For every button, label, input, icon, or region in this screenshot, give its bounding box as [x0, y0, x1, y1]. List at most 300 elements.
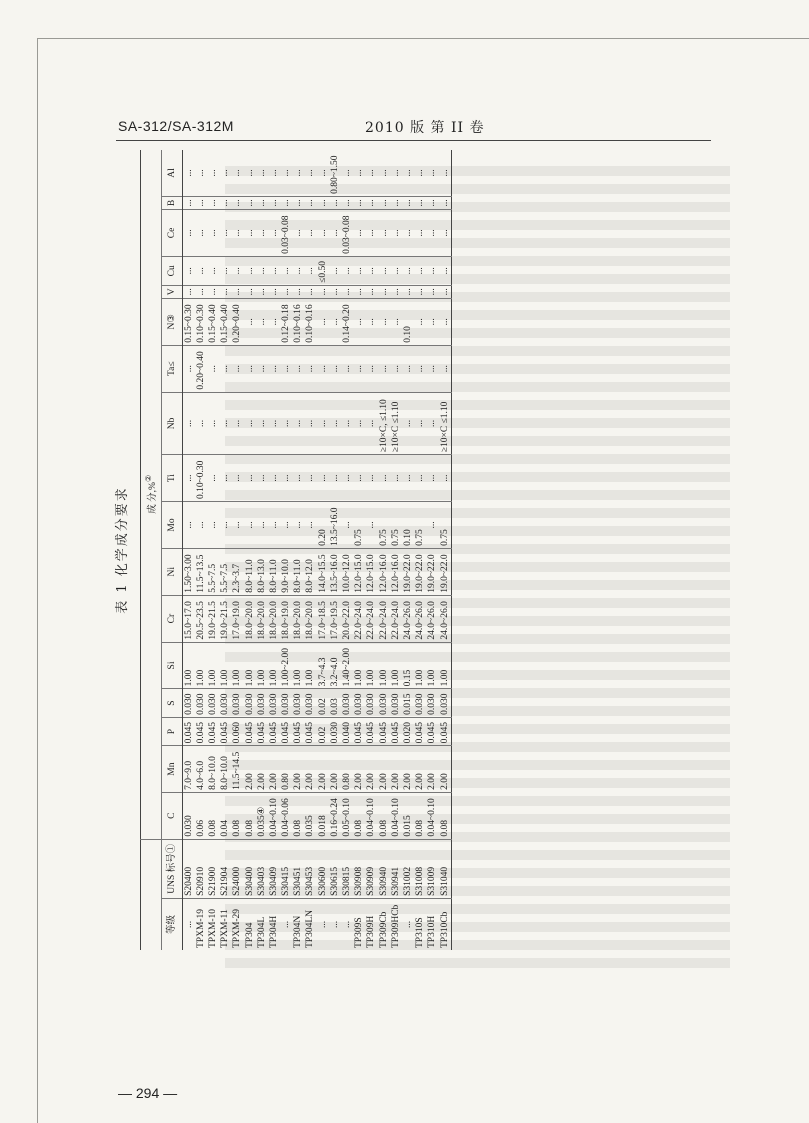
table-cell: 0.08 — [378, 792, 390, 839]
table-cell: 1.00 — [183, 642, 196, 689]
table-row — [183, 150, 196, 950]
table-cell: 0.045 — [305, 717, 317, 745]
table-cell: TP304L — [256, 916, 267, 948]
table-cell: ... — [232, 150, 244, 196]
table-cell: ... — [427, 210, 439, 257]
table-cell: ... — [341, 455, 353, 502]
table-cell: 2.00 — [268, 746, 280, 792]
table-cell: ... — [402, 210, 414, 257]
table-cell: ... — [341, 392, 353, 455]
table-cell: 0.80 — [281, 746, 293, 792]
table-cell: ... — [439, 345, 452, 392]
table-cell: ... — [256, 298, 268, 345]
table-cell: ≥10×C, ≤1.10 — [378, 392, 390, 455]
table-cell: TP309Cb — [378, 911, 389, 948]
table-cell: ... — [415, 150, 427, 196]
table-cell: ... — [220, 455, 232, 502]
table-cell: 0.030 — [427, 689, 439, 717]
table-cell: 0.030 — [256, 689, 268, 717]
table-cell: 8.0~11.0 — [244, 548, 256, 595]
table-cell: 24.0~26.0 — [402, 595, 414, 642]
table-cell: ... — [220, 210, 232, 257]
table-cell: ... — [305, 455, 317, 502]
table-row — [281, 150, 293, 950]
table-cell: 0.045 — [195, 717, 207, 745]
table-cell: ... — [427, 345, 439, 392]
table-cell: ... — [390, 345, 402, 392]
table-cell: ... — [366, 150, 378, 196]
table-cell: S30415 — [281, 839, 293, 898]
table-cell: 8.0~12.0 — [305, 548, 317, 595]
table-cell: 14.0~15.5 — [317, 548, 329, 595]
table-cell: 2.00 — [293, 746, 305, 792]
table-cell: ... — [439, 285, 452, 298]
table-cell: 19.0~21.5 — [220, 595, 232, 642]
table-cell: 0.040 — [341, 717, 353, 745]
table-cell: ... — [293, 455, 305, 502]
table-cell: 0.045 — [366, 717, 378, 745]
table-cell: 2.00 — [256, 746, 268, 792]
column-header: Si — [162, 642, 183, 689]
table-cell: 18.0~20.0 — [244, 595, 256, 642]
table-cell: ... — [183, 256, 196, 285]
table-cell: ... — [281, 150, 293, 196]
table-cell: ... — [378, 256, 390, 285]
table-cell: ... — [415, 285, 427, 298]
table-cell: 20.5~23.5 — [195, 595, 207, 642]
table-cell: S20910 — [195, 839, 207, 898]
column-header: 等级 — [162, 898, 183, 950]
table-cell: ... — [183, 285, 196, 298]
table-cell: ... — [341, 285, 353, 298]
table-cell: ... — [305, 285, 317, 298]
table-cell: ... — [342, 920, 353, 929]
table-row — [317, 150, 329, 950]
table-cell: 11.5~13.5 — [195, 548, 207, 595]
table-row — [366, 150, 378, 950]
table-group-header-row — [141, 150, 162, 950]
table-row — [232, 150, 244, 950]
table-cell: S21900 — [207, 839, 219, 898]
table-cell: 3.7~4.3 — [317, 642, 329, 689]
table-cell: ... — [366, 392, 378, 455]
table-cell: 0.16~0.24 — [329, 792, 341, 839]
table-cell: ... — [329, 256, 341, 285]
table-cell: 0.045 — [220, 717, 232, 745]
column-header: V — [162, 285, 183, 298]
table-cell: ... — [329, 455, 341, 502]
table-cell: 0.20~0.40 — [232, 298, 244, 345]
table-cell: 0.03~0.08 — [341, 210, 353, 257]
table-cell: 1.00 — [232, 642, 244, 689]
table-cell: ... — [317, 392, 329, 455]
table-cell: 0.045 — [268, 717, 280, 745]
table-cell: 0.15~0.40 — [207, 298, 219, 345]
table-cell: ... — [256, 392, 268, 455]
table-cell: ... — [366, 256, 378, 285]
table-cell: ... — [232, 502, 244, 549]
table-cell: ... — [268, 285, 280, 298]
table-cell: ... — [220, 256, 232, 285]
table-cell: ... — [317, 285, 329, 298]
table-cell: 4.0~6.0 — [195, 746, 207, 792]
column-header: N③ — [162, 298, 183, 345]
table-cell: ... — [268, 455, 280, 502]
table-cell: ... — [317, 150, 329, 196]
table-cell: S30941 — [390, 839, 402, 898]
table-cell: ... — [317, 455, 329, 502]
table-cell: ... — [378, 210, 390, 257]
table-cell: 8.0~11.0 — [268, 548, 280, 595]
table-cell: ... — [305, 256, 317, 285]
table-row — [439, 150, 452, 950]
table-cell: 0.04~0.10 — [390, 792, 402, 839]
table-cell: ... — [195, 502, 207, 549]
table-cell: ≥10×C ≤1.10 — [439, 392, 452, 455]
table-cell: ... — [268, 196, 280, 209]
table-cell: ... — [317, 196, 329, 209]
table-cell: ... — [268, 256, 280, 285]
table-cell: 2.00 — [390, 746, 402, 792]
column-header: Al — [162, 150, 183, 196]
table-cell: 0.75 — [415, 502, 427, 549]
column-header: Mn — [162, 746, 183, 792]
composition-group-header — [141, 150, 162, 839]
table-cell: ... — [195, 210, 207, 257]
table-cell: ... — [354, 298, 366, 345]
table-cell: ... — [378, 455, 390, 502]
table-cell: 0.030 — [378, 689, 390, 717]
table-cell: 19.0~21.5 — [207, 595, 219, 642]
table-cell: ... — [244, 285, 256, 298]
table-cell: ... — [293, 345, 305, 392]
table-cell: 0.045 — [427, 717, 439, 745]
table-cell: ... — [366, 210, 378, 257]
table-cell: 18.0~20.0 — [293, 595, 305, 642]
table-cell: 2.00 — [439, 746, 452, 792]
table-cell: 22.0~24.0 — [366, 595, 378, 642]
table-cell: 12.0~15.0 — [354, 548, 366, 595]
corner-cell — [141, 839, 162, 950]
table-cell: ... — [268, 298, 280, 345]
table-cell: 5.5~7.5 — [207, 548, 219, 595]
table-cell: ... — [439, 298, 452, 345]
table-cell: ... — [415, 392, 427, 455]
table-cell: ... — [244, 392, 256, 455]
table-cell: 0.030 — [439, 689, 452, 717]
table-cell: 11.5~14.5 — [232, 746, 244, 792]
table-cell: 0.045 — [207, 717, 219, 745]
table-cell: 0.045 — [256, 717, 268, 745]
table-cell: 1.00 — [305, 642, 317, 689]
column-header: P — [162, 717, 183, 745]
table-body — [183, 150, 452, 950]
table-cell: S20400 — [183, 839, 196, 898]
table-cell: 0.10~0.30 — [195, 455, 207, 502]
table-cell: S21904 — [220, 839, 232, 898]
table-cell: 0.030 — [183, 689, 196, 717]
table-cell: TP310Cb — [439, 911, 450, 948]
table-cell: ... — [244, 455, 256, 502]
table-column-header-row — [162, 150, 183, 950]
table-cell: ... — [268, 502, 280, 549]
table-cell: ... — [390, 196, 402, 209]
table-row — [427, 150, 439, 950]
table-cell: 19.0~22.0 — [439, 548, 452, 595]
rotated-table-area — [110, 150, 720, 950]
table-cell: ... — [281, 502, 293, 549]
table-cell: 1.00 — [293, 642, 305, 689]
table-cell: 19.0~22.0 — [415, 548, 427, 595]
table-cell: ... — [281, 345, 293, 392]
table-cell: 18.0~19.0 — [281, 595, 293, 642]
table-cell: ... — [415, 345, 427, 392]
table-cell: ... — [341, 502, 353, 549]
table-cell: 1.00 — [207, 642, 219, 689]
table-row — [415, 150, 427, 950]
table-cell: 0.20~0.40 — [195, 345, 207, 392]
table-cell: 13.5~16.0 — [329, 548, 341, 595]
table-cell: ... — [232, 392, 244, 455]
table-cell: ... — [281, 256, 293, 285]
table-cell: ... — [207, 210, 219, 257]
table-cell: ... — [402, 150, 414, 196]
table-cell: 0.08 — [244, 792, 256, 839]
table-cell: ... — [183, 345, 196, 392]
column-header: Ni — [162, 548, 183, 595]
table-cell: ... — [427, 502, 439, 549]
table-cell: 24.0~26.0 — [439, 595, 452, 642]
table-cell: 0.030 — [366, 689, 378, 717]
table-cell: 22.0~24.0 — [378, 595, 390, 642]
column-header: Ta≤ — [162, 345, 183, 392]
table-cell: 2.00 — [366, 746, 378, 792]
table-cell: ... — [329, 196, 341, 209]
table-cell: ≤0.50 — [317, 256, 329, 285]
table-cell: ... — [402, 256, 414, 285]
table-cell: 0.10~0.16 — [305, 298, 317, 345]
table-cell: ... — [341, 196, 353, 209]
table-cell: TP309HCb — [390, 904, 401, 948]
table-cell: 0.030 — [244, 689, 256, 717]
table-cell: TP304LN — [305, 910, 316, 948]
table-row — [220, 150, 232, 950]
table-cell: 17.0~19.5 — [329, 595, 341, 642]
table-row — [195, 150, 207, 950]
table-cell: 0.030 — [341, 689, 353, 717]
table-cell: ... — [354, 285, 366, 298]
table-cell: 0.045 — [354, 717, 366, 745]
table-cell: 0.04~0.06 — [281, 792, 293, 839]
table-cell: ... — [366, 502, 378, 549]
table-cell: 0.02 — [317, 689, 329, 717]
table-cell: 0.75 — [390, 502, 402, 549]
table-cell: ... — [256, 150, 268, 196]
table-cell: 0.75 — [354, 502, 366, 549]
table-cell: ... — [195, 196, 207, 209]
table-cell: 2.00 — [354, 746, 366, 792]
table-cell: 2.00 — [378, 746, 390, 792]
table-cell: ... — [415, 196, 427, 209]
table-cell: ... — [183, 150, 196, 196]
table-cell: ... — [293, 502, 305, 549]
column-header: Cu — [162, 256, 183, 285]
table-cell: 18.0~20.0 — [268, 595, 280, 642]
table-cell: ... — [329, 392, 341, 455]
table-cell: ... — [256, 256, 268, 285]
table-cell: ... — [207, 196, 219, 209]
table-cell: 0.030 — [390, 689, 402, 717]
table-cell: TPXM-19 — [195, 908, 206, 948]
table-cell: 0.035④ — [256, 792, 268, 839]
table-row — [207, 150, 219, 950]
table-cell: 0.030 — [183, 792, 196, 839]
table-cell: ... — [244, 196, 256, 209]
table-cell: ... — [232, 345, 244, 392]
table-cell: ... — [183, 455, 196, 502]
table-cell: 0.08 — [232, 792, 244, 839]
table-cell: 1.00~2.00 — [281, 642, 293, 689]
table-cell: ... — [207, 256, 219, 285]
table-cell: 24.0~26.0 — [415, 595, 427, 642]
column-header: Mo — [162, 502, 183, 549]
table-cell: 0.030 — [268, 689, 280, 717]
table-cell: 12.0~16.0 — [390, 548, 402, 595]
table-cell: ... — [341, 345, 353, 392]
table-cell: 15.0~17.0 — [183, 595, 196, 642]
table-cell: ... — [317, 345, 329, 392]
table-cell: ... — [305, 502, 317, 549]
table-cell: 24.0~26.0 — [427, 595, 439, 642]
table-cell: 1.00 — [354, 642, 366, 689]
table-cell: ... — [183, 502, 196, 549]
table-cell: 0.030 — [220, 689, 232, 717]
table-cell: 20.0~22.0 — [341, 595, 353, 642]
table-cell: ... — [354, 256, 366, 285]
table-cell: ... — [427, 298, 439, 345]
table-cell: ... — [378, 196, 390, 209]
table-cell: 0.08 — [415, 792, 427, 839]
table-cell: 0.03 — [329, 689, 341, 717]
column-header: Ti — [162, 455, 183, 502]
table-cell: ... — [378, 298, 390, 345]
table-cell: 1.00 — [256, 642, 268, 689]
table-cell: 17.0~19.0 — [232, 595, 244, 642]
table-cell: 12.0~15.0 — [366, 548, 378, 595]
table-cell: 1.00 — [439, 642, 452, 689]
table-cell: 13.5~16.0 — [329, 502, 341, 549]
table-cell: ... — [402, 455, 414, 502]
table-cell: ... — [232, 256, 244, 285]
running-header-standard: SA-312/SA-312M — [118, 118, 234, 134]
table-row — [329, 150, 341, 950]
table-cell: 0.045 — [244, 717, 256, 745]
table-cell: ... — [281, 285, 293, 298]
table-cell: 1.40~2.00 — [341, 642, 353, 689]
table-cell: S30400 — [244, 839, 256, 898]
table-cell: S30909 — [366, 839, 378, 898]
table-cell: ... — [366, 285, 378, 298]
header-rule — [116, 140, 711, 141]
table-cell: 2.00 — [427, 746, 439, 792]
rotated-table-content — [110, 150, 720, 950]
table-row — [293, 150, 305, 950]
table-cell: 0.05~0.10 — [341, 792, 353, 839]
table-cell: ... — [390, 256, 402, 285]
table-cell: ... — [232, 210, 244, 257]
table-cell: ... — [402, 345, 414, 392]
table-cell: ... — [415, 210, 427, 257]
table-cell: 2.00 — [415, 746, 427, 792]
table-cell: 12.0~16.0 — [378, 548, 390, 595]
table-cell: 0.045 — [439, 717, 452, 745]
table-cell: ... — [354, 455, 366, 502]
table-cell: 1.00 — [378, 642, 390, 689]
table-cell: S30451 — [293, 839, 305, 898]
composition-group-label: 成 分,% — [148, 482, 159, 514]
table-cell: 0.12~0.18 — [281, 298, 293, 345]
table-cell: 2.00 — [305, 746, 317, 792]
table-cell: 0.045 — [281, 717, 293, 745]
table-cell: S30815 — [341, 839, 353, 898]
table-cell: 2.00 — [244, 746, 256, 792]
table-cell: TPXM-10 — [207, 908, 218, 948]
table-cell: ... — [439, 210, 452, 257]
table-cell: 3.2~4.0 — [329, 642, 341, 689]
table-cell: ... — [354, 210, 366, 257]
table-cell: 18.0~20.0 — [256, 595, 268, 642]
table-cell: 0.10~0.16 — [293, 298, 305, 345]
table-cell: ... — [232, 196, 244, 209]
table-cell: 1.00 — [415, 642, 427, 689]
table-cell: ... — [220, 285, 232, 298]
table-cell: ... — [354, 150, 366, 196]
table-row — [354, 150, 366, 950]
table-cell: ... — [427, 285, 439, 298]
table-cell: 0.020 — [402, 717, 414, 745]
table-cell: S30409 — [268, 839, 280, 898]
table-cell: ... — [439, 196, 452, 209]
table-cell: TPXM-11 — [220, 909, 231, 948]
table-cell: 22.0~24.0 — [354, 595, 366, 642]
table-cell: ... — [256, 196, 268, 209]
table-cell: ... — [256, 455, 268, 502]
table-cell: ... — [220, 345, 232, 392]
table-cell: 1.00 — [195, 642, 207, 689]
table-cell: 0.060 — [232, 717, 244, 745]
table-cell: 0.06 — [195, 792, 207, 839]
table-cell: 22.0~24.0 — [390, 595, 402, 642]
table-cell: ... — [244, 298, 256, 345]
table-cell: ... — [220, 502, 232, 549]
table-cell: S30403 — [256, 839, 268, 898]
table-cell: ... — [244, 150, 256, 196]
table-cell: 0.045 — [183, 717, 196, 745]
table-cell: 0.75 — [378, 502, 390, 549]
table-cell: ... — [220, 392, 232, 455]
table-cell: ... — [220, 196, 232, 209]
table-cell: 9.0~10.0 — [281, 548, 293, 595]
table-cell: ... — [378, 285, 390, 298]
table-cell: ... — [183, 920, 194, 929]
table-cell: ... — [427, 150, 439, 196]
table-cell: 0.030 — [293, 689, 305, 717]
table-cell: 8.0~10.0 — [207, 746, 219, 792]
table-cell: 0.08 — [354, 792, 366, 839]
table-cell: 1.00 — [244, 642, 256, 689]
table-cell: ... — [293, 285, 305, 298]
table-cell: ... — [427, 455, 439, 502]
